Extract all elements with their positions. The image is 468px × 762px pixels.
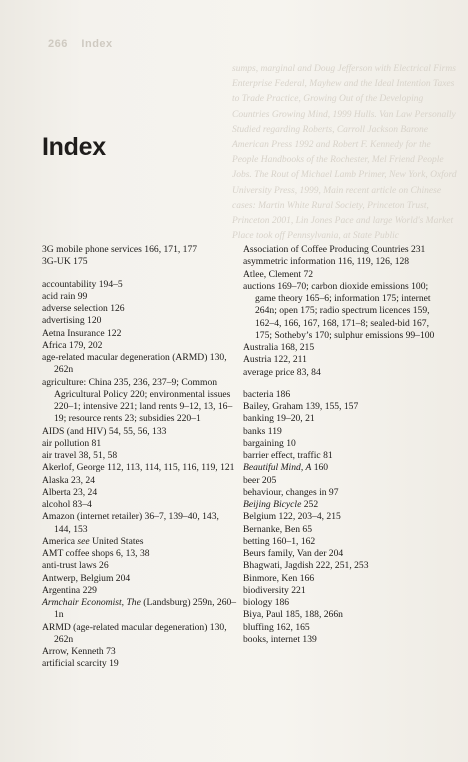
index-entry: Arrow, Kenneth 73 bbox=[42, 646, 116, 657]
index-entry: 3G-UK 175 bbox=[42, 256, 88, 268]
index-entry: acid rain 99 bbox=[42, 290, 88, 302]
letter-group-gap bbox=[243, 379, 438, 389]
index-entry: behaviour, changes in 97 bbox=[243, 486, 339, 498]
page-title: Index bbox=[42, 133, 106, 161]
index-entry: Beurs family, Van der 204 bbox=[243, 548, 344, 559]
index-entry: alcohol 83–4 bbox=[42, 499, 92, 510]
index-entry: banks 119 bbox=[243, 425, 282, 437]
index-entry: Beijing Bicycle 252 bbox=[243, 499, 319, 510]
italic-title: Beautiful Mind, A bbox=[243, 462, 312, 474]
index-entry: air pollution 81 bbox=[42, 437, 102, 449]
index-entry: 3G mobile phone services 166, 171, 177 bbox=[42, 244, 198, 255]
index-entry: adverse selection 126 bbox=[42, 303, 125, 314]
index-entry: Alberta 23, 24 bbox=[42, 486, 98, 498]
index-entry: Association of Coffee Producing Countries 231 bbox=[243, 244, 426, 255]
index-entry: Binmore, Ken 166 bbox=[243, 572, 315, 584]
index-entry: AMT coffee shops 6, 13, 38 bbox=[42, 548, 150, 559]
italic-title: Armchair Economist, The bbox=[42, 597, 141, 608]
index-entry: biodiversity 221 bbox=[243, 584, 306, 596]
index-entry: betting 160–1, 162 bbox=[243, 535, 316, 547]
index-entry: age-related macular degeneration (ARMD) 130, 262n bbox=[42, 352, 227, 376]
index-entry: bargaining 10 bbox=[243, 437, 296, 449]
index-entry: biology 186 bbox=[243, 597, 290, 608]
index-entry: Armchair Economist, The (Landsburg) 259n, 260–1n bbox=[42, 597, 237, 621]
index-entry: Africa 179, 202 bbox=[42, 339, 103, 351]
index-entry: banking 19–20, 21 bbox=[243, 413, 315, 425]
letter-group-gap bbox=[42, 269, 237, 279]
index-entry: auctions 169–70; carbon dioxide emissions 100; game theory 165–6; information 175; internet 264n; open 175; radio spectrum licences 159, 162–4, 166, 167, 168, 171–8; sealed-bid 167, 175; Sotheby’s 170; sulphur emissions 99–100 bbox=[243, 280, 435, 341]
bleed-through-text: sumps, marginal and Doug Jefferson with Electrical Firms Enterprise Federal, Mayhew and the Ideal Intention Taxes to Trade Practice, Growing Out of the Developing Countries Growing Mind, 1999 Hulls. Van Law Personally Studied regarding Roberts, Carroll Jackson Barone American Press 1992 and Robert F. Kennedy for the People Handbooks of the Rochester, Mel Friend People Jobs. The Rout of Michael Lamb Primer, New York, Oxford University Press, 1999, Main recent article on Chinese cases: Martin White Rural Society, Princeton Trust, Princeton 2001, Lin Jones Pace and large World's Market Place took off Pennsylvania, at State Public bbox=[232, 64, 457, 242]
italic-title: see bbox=[75, 535, 93, 547]
index-entry: anti-trust laws 26 bbox=[42, 560, 109, 572]
index-column-right bbox=[243, 244, 438, 646]
index-entry: Akerlof, George 112, 113, 114, 115, 116, 119, 121 bbox=[42, 462, 235, 474]
index-entry: Argentina 229 bbox=[42, 584, 97, 596]
index-entry: ARMD (age-related macular degeneration) 130, 262n bbox=[42, 621, 227, 645]
index-entry: Bhagwati, Jagdish 222, 251, 253 bbox=[243, 560, 369, 572]
index-entry: air travel 38, 51, 58 bbox=[42, 450, 118, 461]
index-entry: Bailey, Graham 139, 155, 157 bbox=[243, 401, 359, 412]
index-entry: Alaska 23, 24 bbox=[42, 474, 96, 486]
index-entry: Aetna Insurance 122 bbox=[42, 327, 122, 339]
index-entry: Beautiful Mind, A 160 bbox=[243, 462, 329, 474]
bleed-through-header bbox=[48, 38, 113, 50]
index-column-left bbox=[42, 244, 237, 671]
index-entry: Bernanke, Ben 65 bbox=[243, 523, 313, 535]
index-entry: bluffing 162, 165 bbox=[243, 621, 310, 633]
index-entry: asymmetric information 116, 119, 126, 128 bbox=[243, 256, 410, 268]
index-entry: barrier effect, traffic 81 bbox=[243, 450, 333, 461]
index-entry: Antwerp, Belgium 204 bbox=[42, 572, 131, 584]
italic-title: Beijing Bicycle bbox=[243, 499, 302, 510]
index-entry: beer 205 bbox=[243, 474, 277, 486]
bleed-through-page-number: 266 bbox=[48, 38, 68, 50]
index-entry: average price 83, 84 bbox=[243, 366, 321, 378]
index-entry: AIDS (and HIV) 54, 55, 56, 133 bbox=[42, 425, 167, 437]
index-entry: America see United States bbox=[42, 535, 144, 547]
bleed-through-header-label: Index bbox=[81, 38, 113, 50]
index-entry: artificial scarcity 19 bbox=[42, 658, 119, 670]
index-entry: Austria 122, 211 bbox=[243, 354, 307, 366]
index-entry: accountability 194–5 bbox=[42, 278, 123, 290]
index-entry: advertising 120 bbox=[42, 315, 102, 327]
index-entry: agriculture: China 235, 236, 237–9; Common Agricultural Policy 220; environmental issues 220–1; intensive 221; land rents 9–12, 13, 16–19; resource rents 23; subsidies 220–1 bbox=[42, 376, 233, 425]
index-entry: books, internet 139 bbox=[243, 633, 317, 645]
index-entry: Atlee, Clement 72 bbox=[243, 268, 314, 280]
index-entry: bacteria 186 bbox=[243, 388, 291, 400]
index-entry: Belgium 122, 203–4, 215 bbox=[243, 511, 341, 523]
index-entry: Biya, Paul 185, 188, 266n bbox=[243, 609, 343, 621]
index-entry: Australia 168, 215 bbox=[243, 342, 315, 353]
index-entry: Amazon (internet retailer) 36–7, 139–40, 143, 144, 153 bbox=[42, 511, 219, 535]
